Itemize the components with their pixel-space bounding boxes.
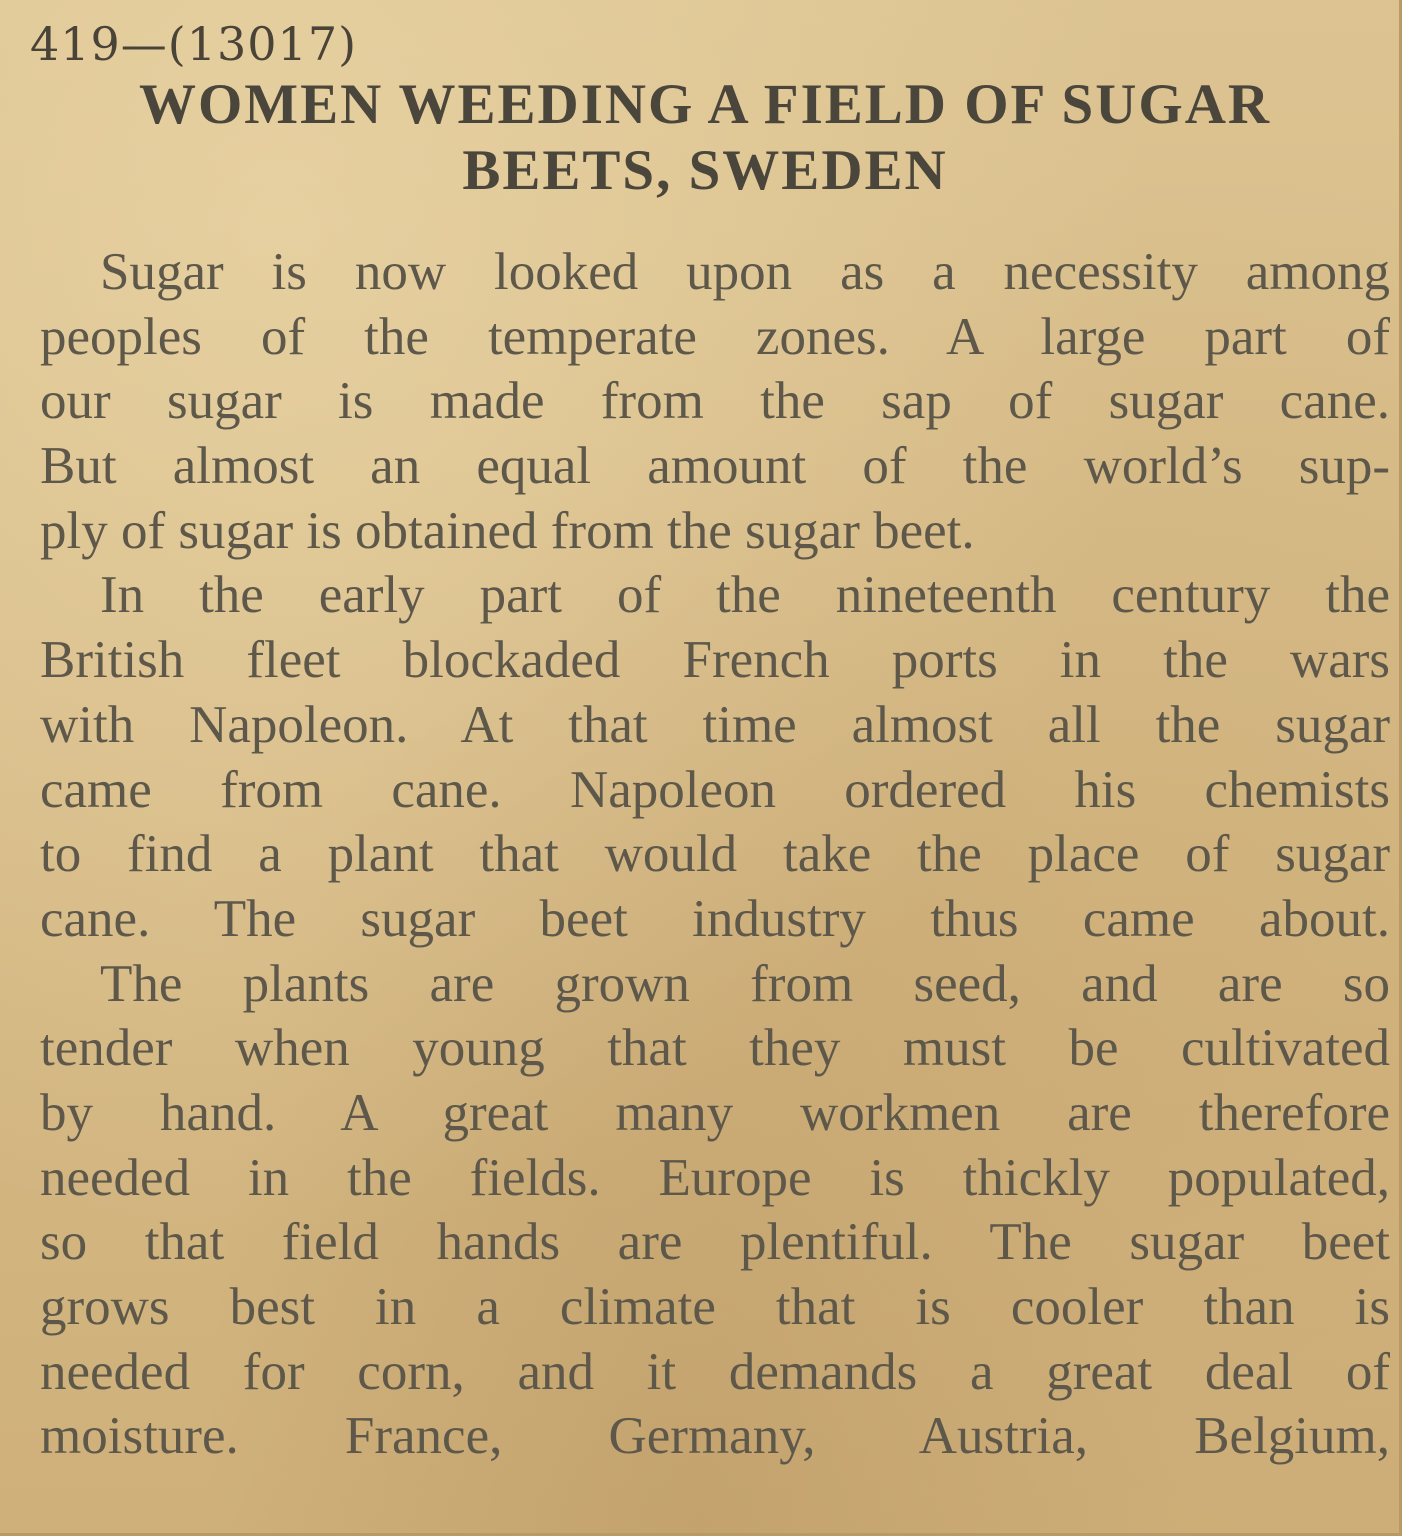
body-line: British fleet blockaded French ports in the wars bbox=[40, 631, 1390, 690]
body-line: with Napoleon. At that time almost all the sugar bbox=[40, 695, 1390, 754]
body-line: needed for corn, and it demands a great deal of bbox=[40, 1342, 1390, 1401]
body-line: so that field hands are plentiful. The sugar beet bbox=[40, 1213, 1390, 1272]
body-line: But almost an equal amount of the world’s sup- bbox=[40, 437, 1390, 496]
body-line: grows best in a climate that is cooler than is bbox=[40, 1278, 1390, 1336]
body-line: tender when young that they must be cultivated bbox=[40, 1019, 1390, 1078]
body-line: needed in the fields. Europe is thickly populated, bbox=[40, 1148, 1390, 1207]
body-line: Sugar is now looked upon as a necessity among bbox=[100, 243, 1390, 301]
body-line: peoples of the temperate zones. A large part of bbox=[40, 307, 1390, 366]
card-title-line: BEETS, SWEDEN bbox=[462, 139, 948, 202]
card-title-line: WOMEN WEEDING A FIELD OF SUGAR bbox=[138, 73, 1272, 136]
body-line: In the early part of the nineteenth century the bbox=[100, 566, 1390, 625]
card-number: 419—(13017) bbox=[30, 17, 358, 71]
body-line: to find a plant that would take the place of sugar bbox=[40, 825, 1390, 884]
card-title bbox=[30, 72, 1380, 204]
body-line: moisture. France, Germany, Austria, Belgium, bbox=[40, 1407, 1390, 1466]
body-line: cane. The sugar beet industry thus came about. bbox=[40, 889, 1390, 948]
body-line: came from cane. Napoleon ordered his chemists bbox=[40, 760, 1390, 819]
card-body-text bbox=[40, 240, 1390, 1469]
body-line: by hand. A great many workmen are therefore bbox=[40, 1083, 1390, 1142]
body-line: our sugar is made from the sap of sugar cane. bbox=[40, 372, 1390, 431]
body-line: The plants are grown from seed, and are so bbox=[100, 954, 1390, 1013]
body-line: ply of sugar is obtained from the sugar beet. bbox=[40, 501, 975, 560]
